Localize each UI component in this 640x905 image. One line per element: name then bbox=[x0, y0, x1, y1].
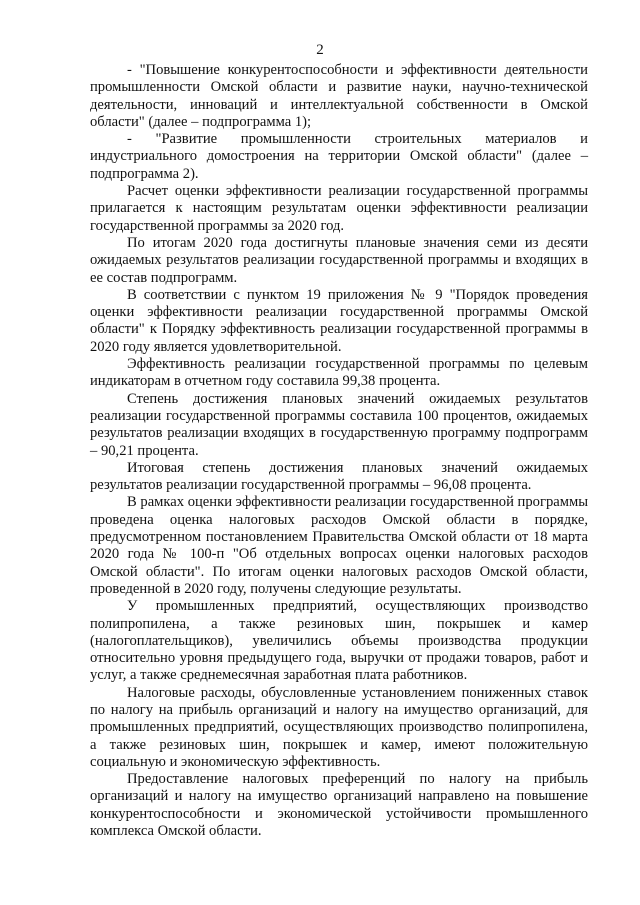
page-number: 2 bbox=[316, 42, 324, 58]
paragraph-industrial-enterprises: У промышленных предприятий, осуществляющих производство полипропилена, а также резиновых шин, покрышек и камер (налогоплательщиков), увеличились объемы производства продукции относительно уровня предыдущего года, выручки от продажи товаров, работ и услуг, а также среднемесячная заработная плата работников. bbox=[90, 598, 588, 684]
document-body bbox=[90, 62, 588, 840]
paragraph-tax-expenditures: Налоговые расходы, обусловленные установлением пониженных ставок по налогу на прибыль организаций и налогу на имущество организаций, для промышленных предприятий, осуществляющих производство полипропилена, а также резиновых шин, покрышек и камер, имеют положительную социальную и экономическую эффективность. bbox=[90, 684, 588, 770]
paragraph-tax-preferences: Предоставление налоговых преференций по налогу на прибыль организаций и налогу на имущество организаций направлено на повышение конкурентоспособности и экономической устойчивости промышленного комплекса Омской области. bbox=[90, 771, 588, 840]
paragraph-subprogram-2: - "Развитие промышленности строительных материалов и индустриального домостроения на территории Омской области" (далее – подпрограмма 2). bbox=[90, 131, 588, 182]
paragraph-subprogram-1: - "Повышение конкурентоспособности и эффективности деятельности промышленности Омской области и развитие науки, научно-технической деятельности, инноваций и интеллектуальной собственности в Омской области" (далее – подпрограмма 1); bbox=[90, 62, 588, 130]
paragraph-achievement-degree: Степень достижения плановых значений ожидаемых результатов реализации государственной программы составила 100 процентов, ожидаемых результатов реализации входящих в государственную программу подпрограмм – 90,21 процента. bbox=[90, 390, 588, 459]
paragraph-tax-expenditure-assessment: В рамках оценки эффективности реализации государственной программы проведена оценка налоговых расходов Омской области в порядке, предусмотренном постановлением Правительства Омской области от 18 марта 2020 года № 100-п "Об отдельных вопросах оценки налоговых расходов Омской области". По итогам оценки налоговых расходов Омской области, проведенной в 2020 году, получены следующие результаты. bbox=[90, 494, 588, 597]
paragraph-final-degree: Итоговая степень достижения плановых значений ожидаемых результатов реализации государственной программы – 96,08 процента. bbox=[90, 459, 588, 494]
paragraph-calculation: Расчет оценки эффективности реализации государственной программы прилагается к настоящим результатам оценки эффективности реализации государственной программы за 2020 год. bbox=[90, 183, 588, 234]
paragraph-target-indicators: Эффективность реализации государственной программы по целевым индикаторам в отчетном году составила 99,38 процента. bbox=[90, 356, 588, 390]
paragraph-results-2020: По итогам 2020 года достигнуты плановые значения семи из десяти ожидаемых результатов реализации государственной программы и входящих в ее состав подпрограмм. bbox=[90, 234, 588, 286]
paragraph-effectiveness-rating: В соответствии с пунктом 19 приложения № 9 "Порядок проведения оценки эффективности реализации государственной программы Омской области" к Порядку эффективность реализации государственной программы в 2020 году является удовлетворительной. bbox=[90, 286, 588, 355]
